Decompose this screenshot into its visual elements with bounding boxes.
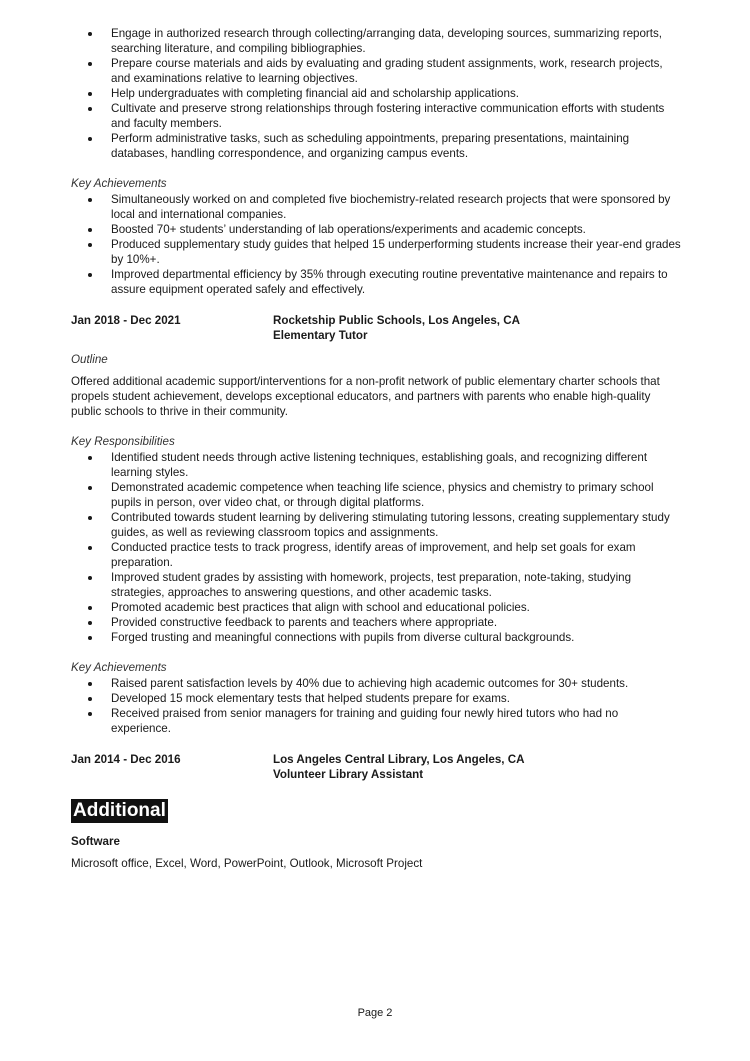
bullet-icon [88,486,92,490]
list-item: Contributed towards student learning by delivering stimulating tutoring lessons, creating supplementary study guides, as well as reviewing classroom topics and assignments. [71,510,681,540]
list-item: Conducted practice tests to track progress, identify areas of improvement, and help set goals for exam preparation. [71,540,681,570]
job3-employer: Los Angeles Central Library, Los Angeles, CA [273,753,525,766]
bullet-icon [88,107,92,111]
list-item: Promoted academic best practices that align with school and educational policies. [71,600,681,615]
bullet-icon [88,198,92,202]
list-item: Provided constructive feedback to parents and teachers where appropriate. [71,615,681,630]
additional-section-heading: Additional [73,800,166,821]
list-item: Forged trusting and meaningful connections with pupils from diverse cultural backgrounds. [71,630,681,645]
list-item: Perform administrative tasks, such as scheduling appointments, preparing presentations, maintaining databases, handling correspondence, and organizing campus events. [71,131,681,161]
bullet-icon [88,682,92,686]
bullet-icon [88,273,92,277]
bullet-icon [88,712,92,716]
job2-responsibilities-label: Key Responsibilities [71,435,175,448]
bullet-icon [88,62,92,66]
bullet-icon [88,576,92,580]
bullet-icon [88,606,92,610]
page-number: Page 2 [357,1007,393,1019]
list-item: Prepare course materials and aids by evaluating and grading student assignments, work, research projects, and examinations relative to learning objectives. [71,56,681,86]
job1-responsibilities-list [71,26,681,161]
job2-org [273,313,681,343]
list-item: Developed 15 mock elementary tests that helped students prepare for exams. [71,691,681,706]
bullet-icon [88,92,92,96]
list-item: Simultaneously worked on and completed five biochemistry-related research projects that were sponsored by local and international companies. [71,192,681,222]
job3-header [71,752,681,782]
list-item: Demonstrated academic competence when teaching life science, physics and chemistry to primary school pupils in person, over video chat, or through digital platforms. [71,480,681,510]
job2-outline-text: Offered additional academic support/interventions for a non-profit network of public elementary charter schools that propels student achievement, develops exceptional educators, and partners with parents who enable high-quality public schools to thrive in their community. [71,375,660,418]
job2-achievements-label: Key Achievements [71,661,167,674]
bullet-icon [88,621,92,625]
job2-achievements-list [71,676,681,736]
job2-responsibilities-list [71,450,681,645]
job2-title: Elementary Tutor [273,329,368,342]
job2-outline-label: Outline [71,353,108,366]
bullet-icon [88,516,92,520]
list-item: Engage in authorized research through collecting/arranging data, developing sources, summarizing reports, searching literature, and compiling bibliographies. [71,26,681,56]
job3-title: Volunteer Library Assistant [273,768,424,781]
list-item: Improved departmental efficiency by 35% through executing routine preventative maintenance and repairs to assure equipment operated safely and effectively. [71,267,681,297]
job1-achievements-list [71,192,681,297]
software-list: Microsoft office, Excel, Word, PowerPoint, Outlook, Microsoft Project [71,857,423,870]
bullet-icon [88,636,92,640]
list-item: Identified student needs through active listening techniques, establishing goals, and recognizing different learning styles. [71,450,681,480]
job3-org [273,752,681,782]
job2-header [71,313,681,343]
list-item: Help undergraduates with completing financial aid and scholarship applications. [71,86,681,101]
bullet-icon [88,546,92,550]
bullet-icon [88,32,92,36]
bullet-icon [88,456,92,460]
list-item: Boosted 70+ students’ understanding of lab operations/experiments and academic concepts. [71,222,681,237]
bullet-icon [88,137,92,141]
bullet-icon [88,243,92,247]
job1-achievements-label: Key Achievements [71,177,167,190]
job2-dates: Jan 2018 - Dec 2021 [71,314,181,327]
job3-dates: Jan 2014 - Dec 2016 [71,753,181,766]
list-item: Improved student grades by assisting with homework, projects, test preparation, note-taking, studying strategies, approaches to answering questions, and other academic tasks. [71,570,681,600]
software-label: Software [71,835,120,848]
bullet-icon [88,228,92,232]
bullet-icon [88,697,92,701]
job2-employer: Rocketship Public Schools, Los Angeles, CA [273,314,520,327]
list-item: Received praised from senior managers for training and guiding four newly hired tutors who had no experience. [71,706,681,736]
resume-page [71,26,681,871]
list-item: Cultivate and preserve strong relationships through fostering interactive communication efforts with students and faculty members. [71,101,681,131]
list-item: Produced supplementary study guides that helped 15 underperforming students increase their year-end grades by 10%+. [71,237,681,267]
list-item: Raised parent satisfaction levels by 40% due to achieving high academic outcomes for 30+ students. [71,676,681,691]
